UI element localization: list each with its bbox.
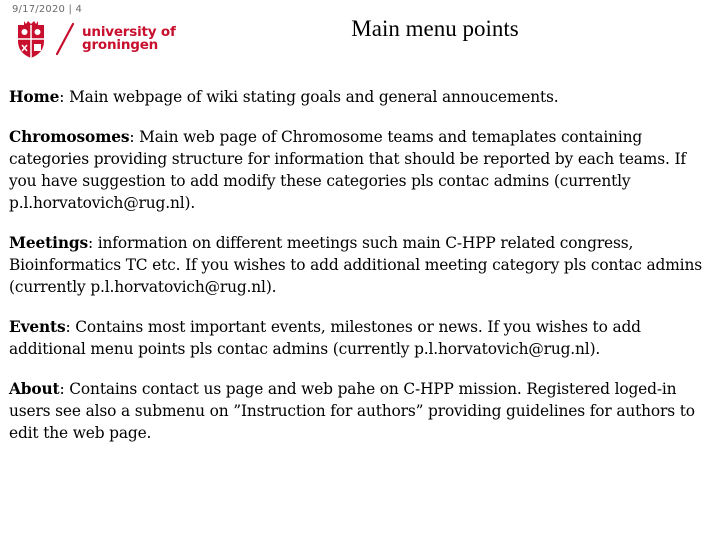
menu-point-list bbox=[9, 86, 715, 462]
logo-line-1: university of bbox=[82, 24, 176, 40]
slide-date: 9/17/2020 bbox=[12, 4, 66, 15]
slide-number: 4 bbox=[75, 4, 82, 15]
logo-wordmark bbox=[82, 26, 176, 52]
university-crest-icon bbox=[14, 19, 48, 59]
menu-point-term: Events bbox=[9, 318, 66, 336]
menu-point-about bbox=[9, 378, 715, 444]
menu-point-term: Meetings bbox=[9, 234, 88, 252]
page-title: Main menu points bbox=[351, 16, 519, 41]
menu-point-home bbox=[9, 86, 715, 108]
university-logo bbox=[14, 18, 176, 60]
menu-point-term: Home bbox=[9, 88, 60, 106]
meta-separator: | bbox=[68, 4, 73, 15]
menu-point-events bbox=[9, 316, 715, 360]
menu-point-chromosomes bbox=[9, 126, 715, 214]
logo-line-2: groningen bbox=[82, 37, 159, 53]
menu-point-meetings bbox=[9, 232, 715, 298]
menu-point-description: : Contains contact us page and web pahe on C-HPP mission. Registered loged-in users see also a submenu on ”Instruction for authors” providing guidelines for authors to edit the web page. bbox=[9, 380, 695, 442]
logo-slash-icon bbox=[54, 22, 76, 56]
menu-point-term: Chromosomes bbox=[9, 128, 130, 146]
menu-point-description: : information on different meetings such main C-HPP related congress, Bioinformatics TC etc. If you wishes to add additional meeting category pls contac admins (currently p.l.horvatovich@rug.nl). bbox=[9, 234, 702, 296]
menu-point-term: About bbox=[9, 380, 60, 398]
slide-meta bbox=[12, 4, 82, 15]
menu-point-description: : Main webpage of wiki stating goals and general annoucements. bbox=[59, 88, 559, 106]
menu-point-description: : Main web page of Chromosome teams and temaplates containing categories providing structure for information that should be reported by each teams. If you have suggestion to add modify these categories pls contac admins (currently p.l.horvatovich@rug.nl). bbox=[9, 128, 686, 212]
menu-point-description: : Contains most important events, milestones or news. If you wishes to add additional menu points pls contac admins (currently p.l.horvatovich@rug.nl). bbox=[9, 318, 641, 358]
